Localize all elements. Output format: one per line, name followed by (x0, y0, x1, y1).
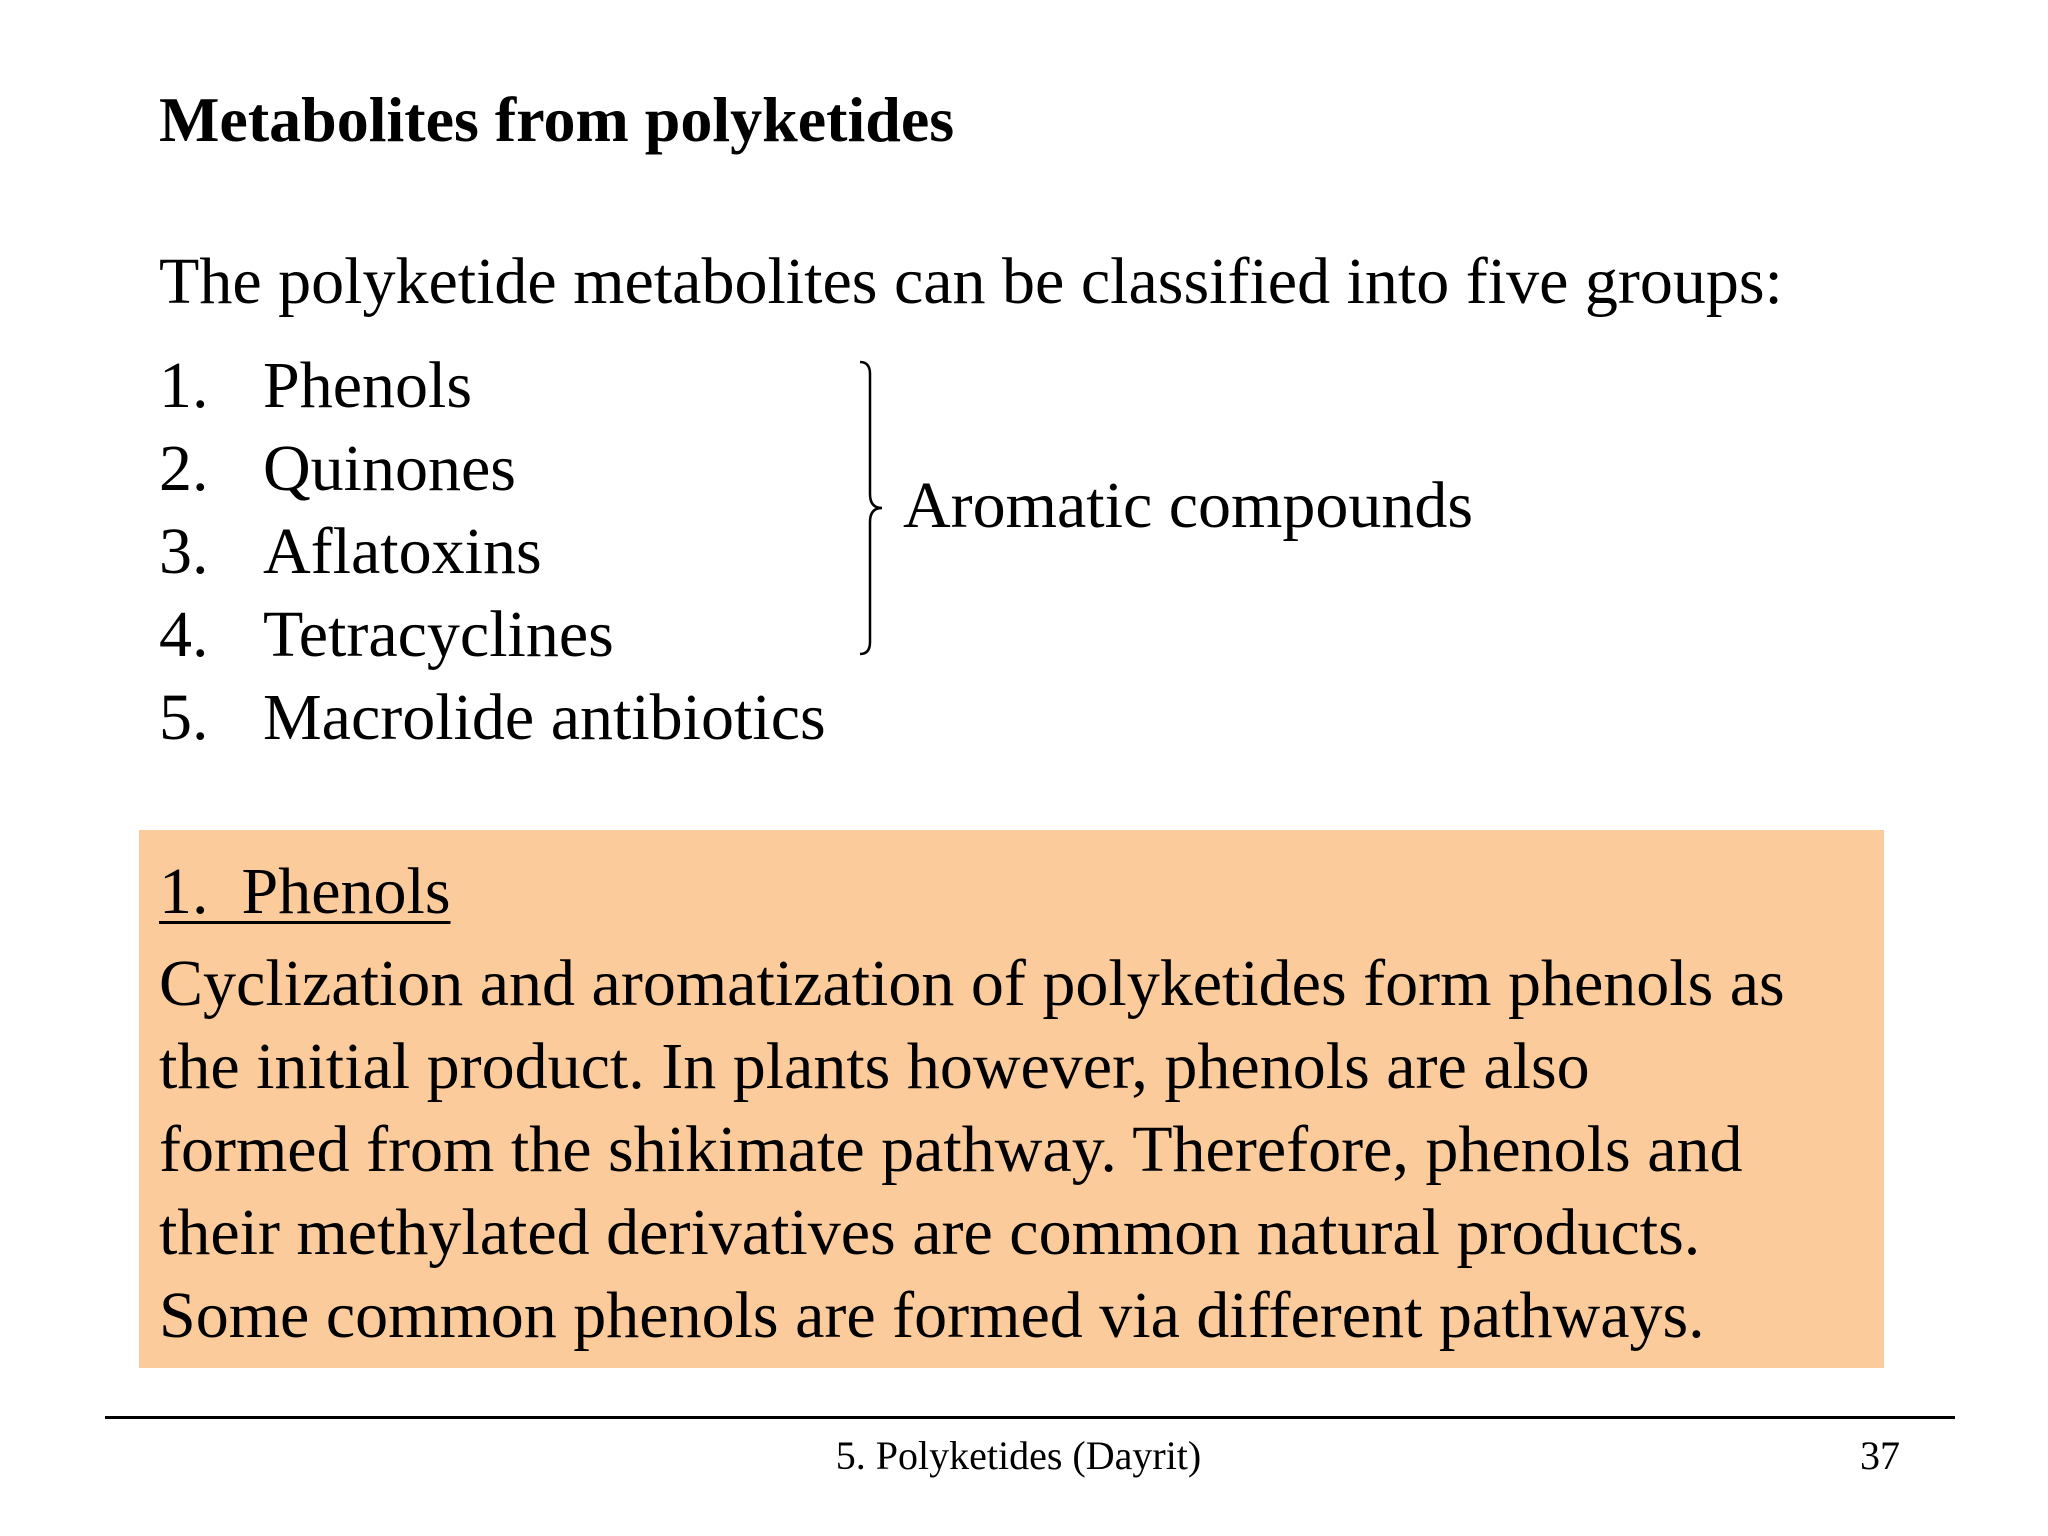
list-item-label: Aflatoxins (263, 515, 542, 588)
paragraph-line: formed from the shikimate pathway. Therefore, phenols and (159, 1113, 1743, 1186)
list-item (159, 593, 826, 676)
list-item-number: 3. (159, 515, 209, 588)
list-item (159, 676, 826, 759)
list-item-number: 4. (159, 598, 209, 671)
polyketide-group-list (159, 344, 826, 759)
phenols-highlight-box (139, 830, 1884, 1368)
page-number: 37 (1860, 1433, 1900, 1478)
list-item-label: Tetracyclines (263, 598, 614, 671)
paragraph-line: their methylated derivatives are common natural products. (159, 1196, 1701, 1269)
list-item-label: Macrolide antibiotics (263, 681, 826, 754)
footer-divider (105, 1416, 1955, 1419)
paragraph-line: Some common phenols are formed via different pathways. (159, 1279, 1705, 1352)
section-heading: 1. Phenols (159, 855, 451, 928)
aromatic-compounds-label: Aromatic compounds (903, 469, 1474, 542)
intro-sentence: The polyketide metabolites can be classified into five groups: (159, 245, 1783, 318)
curly-brace-icon (858, 360, 884, 656)
list-item (159, 427, 826, 510)
paragraph-line: Cyclization and aromatization of polyketides form phenols as (159, 947, 1785, 1020)
list-item-number: 1. (159, 349, 209, 422)
list-item-label: Phenols (263, 349, 473, 422)
list-item (159, 344, 826, 427)
paragraph-line: the initial product. In plants however, phenols are also (159, 1030, 1590, 1103)
list-item (159, 510, 826, 593)
list-item-number: 5. (159, 681, 209, 754)
list-item-number: 2. (159, 432, 209, 505)
list-item-label: Quinones (263, 432, 516, 505)
footer-text: 5. Polyketides (Dayrit) (835, 1433, 1202, 1478)
slide-title: Metabolites from polyketides (159, 84, 955, 155)
